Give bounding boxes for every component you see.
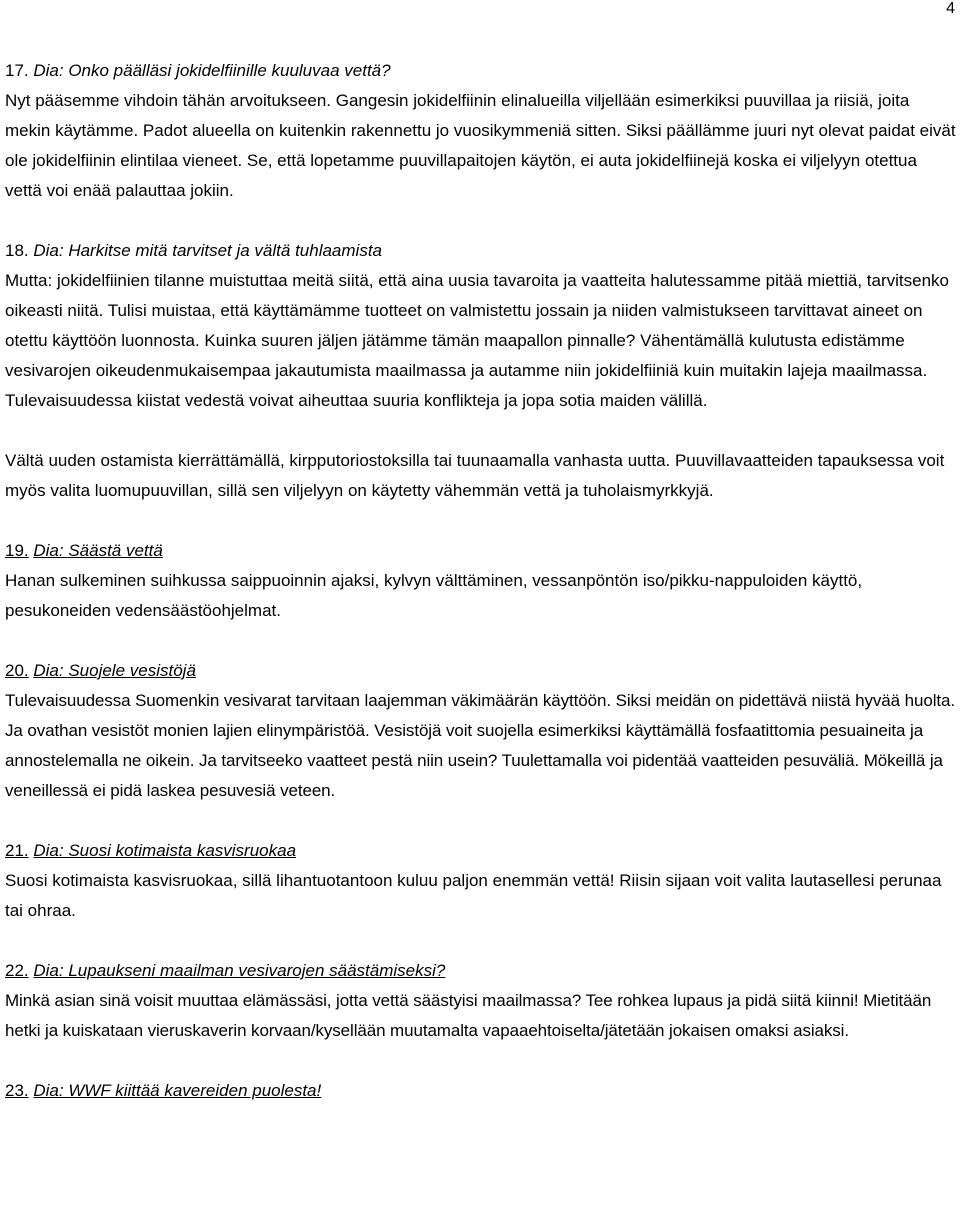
section-number: 22. xyxy=(5,961,29,980)
section-heading xyxy=(5,956,957,986)
paragraph: Nyt pääsemme vihdoin tähän arvoitukseen. Gangesin jokidelfiinin elinalueilla viljellään esimerkiksi puuvillaa ja riisiä, joita mekin käytämme. Padot alueella on kuitenkin rakennettu jo vuosikymmeniä sitten. Siksi päällämme juuri nyt olevat paidat eivät ole jokidelfiinin elintilaa vieneet. Se, että lopetamme puuvillapaitojen käytön, ei auta jokidelfiinejä koska ei viljelyyn otettua vettä voi enää palauttaa jokiin. xyxy=(5,91,956,200)
paragraph: Suosi kotimaista kasvisruokaa, sillä lihantuotantoon kuluu paljon enemmän vettä! Riisin sijaan voit valita lautasellesi perunaa tai ohraa. xyxy=(5,871,942,920)
section-heading xyxy=(5,1076,957,1106)
paragraph: Minkä asian sinä voisit muuttaa elämässäsi, jotta vettä säästyisi maailmassa? Tee rohkea lupaus ja pidä siitä kiinni! Mietitään hetki ja kuiskataan vieruskaverin korvaan/kysellään muutamalta vapaaehtoiselta/jätetään jokaisen omaksi asiaksi. xyxy=(5,991,932,1040)
section-title: Dia: Suojele vesistöjä xyxy=(33,661,196,680)
paragraph: Mutta: jokidelfiinien tilanne muistuttaa meitä siitä, että aina uusia tavaroita ja vaatteita halutessamme pitää miettiä, tarvitsenko oikeasti niitä. Tulisi muistaa, että käyttämämme tuotteet on valmistettu jossain ja niiden valmistukseen tarvittavat aineet on otettu käyttöön luonnosta. Kuinka suuren jäljen jätämme tämän maapallon pinnalle? Vähentämällä kulutusta edistämme vesivarojen oikeudenmukaisempaa jakautumista maailmassa ja autamme niin jokidelfiiniä kuin muitakin lajeja maailmassa. Tulevaisuudessa kiistat vedestä voivat aiheuttaa suuria konflikteja ja jopa sotia maiden välillä. xyxy=(5,271,949,410)
section-title: Dia: Säästä vettä xyxy=(33,541,163,560)
section-title: Dia: Lupaukseni maailman vesivarojen säästämiseksi? xyxy=(33,961,446,980)
section-title: Dia: Onko päälläsi jokidelfiinille kuuluvaa vettä? xyxy=(33,61,391,80)
section-18 xyxy=(5,236,957,506)
paragraph: Tulevaisuudessa Suomenkin vesivarat tarvitaan laajemman väkimäärän käyttöön. Siksi meidän on pidettävä niistä hyvää huolta. Ja ovathan vesistöt monien lajien elinympäristöä. Vesistöjä voit suojella esimerkiksi käyttämällä fosfaatittomia pesuaineita ja annostelemalla ne oikein. Ja tarvitseeko vaatteet pestä niin usein? Tuulettamalla voi pidentää vaatteiden pesuväliä. Mökeillä ja veneillessä ei pidä laskea pesuvesiä veteen. xyxy=(5,691,955,800)
section-number: 20. xyxy=(5,661,29,680)
paragraph: Vältä uuden ostamista kierrättämällä, kirpputoriostoksilla tai tuunaamalla vanhasta uutta. Puuvillavaatteiden tapauksessa voit myös valita luomupuuvillan, sillä sen viljelyyn on käytetty vähemmän vettä ja tuholaismyrkkyjä. xyxy=(5,451,945,500)
section-22 xyxy=(5,956,957,1046)
section-heading xyxy=(5,56,957,86)
section-number: 17. xyxy=(5,61,29,80)
section-17 xyxy=(5,56,957,206)
section-number: 23. xyxy=(5,1081,29,1100)
paragraph: Hanan sulkeminen suihkussa saippuoinnin ajaksi, kylvyn välttäminen, vessanpöntön iso/pikku-nappuloiden käyttö, pesukoneiden vedensäästöohjelmat. xyxy=(5,571,863,620)
section-title: Dia: Suosi kotimaista kasvisruokaa xyxy=(33,841,297,860)
section-heading xyxy=(5,836,957,866)
section-heading xyxy=(5,236,957,266)
document-body xyxy=(5,56,957,1106)
section-title: Dia: WWF kiittää kavereiden puolesta! xyxy=(33,1081,322,1100)
section-heading xyxy=(5,656,957,686)
section-title: Dia: Harkitse mitä tarvitset ja vältä tuhlaamista xyxy=(33,241,382,260)
section-number: 18. xyxy=(5,241,29,260)
page-number: 4 xyxy=(946,0,955,17)
section-19 xyxy=(5,536,957,626)
section-number: 21. xyxy=(5,841,29,860)
section-23 xyxy=(5,1076,957,1106)
section-heading xyxy=(5,536,957,566)
section-21 xyxy=(5,836,957,926)
section-number: 19. xyxy=(5,541,29,560)
section-20 xyxy=(5,656,957,806)
